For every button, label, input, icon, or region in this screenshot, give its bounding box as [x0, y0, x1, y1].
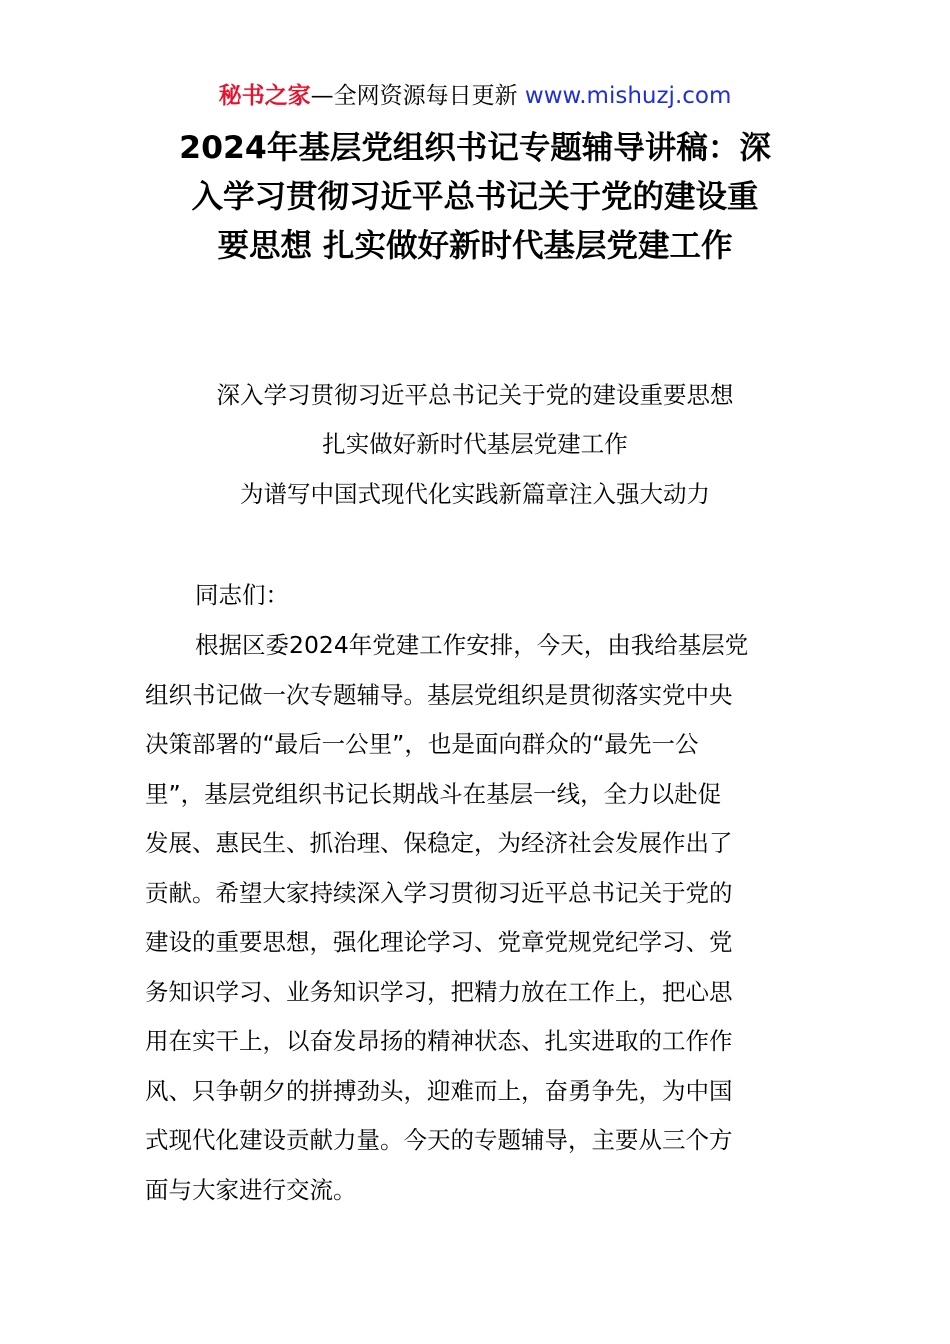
- paragraph-line: 决策部署的“最后一公里”，也是面向群众的“最先一公: [145, 730, 699, 758]
- title-line-1: 2024年基层党组织书记专题辅导讲稿：深: [179, 130, 771, 166]
- title-line-2: 入学习贯彻习近平总书记关于党的建设重: [191, 179, 759, 215]
- title-line-3: 要思想 扎实做好新时代基层党建工作: [217, 228, 733, 264]
- site-link[interactable]: www.mishuzj.com: [524, 83, 732, 109]
- paragraph-line: 用在实干上，以奋发昂扬的精神状态、扎实进取的工作作: [145, 1027, 733, 1055]
- paragraph-line: 根据区委2024年党建工作安排，今天，由我给基层党: [195, 631, 749, 659]
- header-tagline: —全网资源每日更新: [310, 83, 518, 109]
- paragraph-line: 组织书记做一次专题辅导。基层党组织是贯彻落实党中央: [145, 680, 733, 709]
- subtitle-line-1: 深入学习贯彻习近平总书记关于党的建设重要思想: [216, 381, 734, 409]
- body-paragraph: [145, 627, 815, 1221]
- paragraph-line: 面与大家进行交流。: [145, 1175, 357, 1204]
- paragraph-line: 贡献。希望大家持续深入学习贯彻习近平总书记关于党的: [145, 878, 733, 907]
- paragraph-line: 里”，基层党组织书记长期战斗在基层一线，全力以赴促: [145, 779, 722, 808]
- subtitle-line-3: 为谱写中国式现代化实践新篇章注入强大动力: [240, 480, 710, 508]
- salutation: 同志们：: [195, 581, 289, 609]
- subtitle-line-2: 扎实做好新时代基层党建工作: [322, 430, 628, 458]
- brand-name: 秘书之家: [218, 83, 311, 109]
- paragraph-line: 式现代化建设贡献力量。今天的专题辅导，主要从三个方: [145, 1126, 733, 1154]
- paragraph-line: 建设的重要思想，强化理论学习、党章党规党纪学习、党: [145, 928, 733, 956]
- paragraph-line: 风、只争朝夕的拼搏劲头，迎难而上，奋勇争先，为中国: [145, 1076, 733, 1105]
- paragraph-line: 务知识学习、业务知识学习，把精力放在工作上，把心思: [145, 977, 733, 1006]
- site-header: [0, 80, 950, 112]
- paragraph-line: 发展、惠民生、抓治理、保稳定，为经济社会发展作出了: [145, 829, 733, 857]
- document-title: [140, 124, 810, 271]
